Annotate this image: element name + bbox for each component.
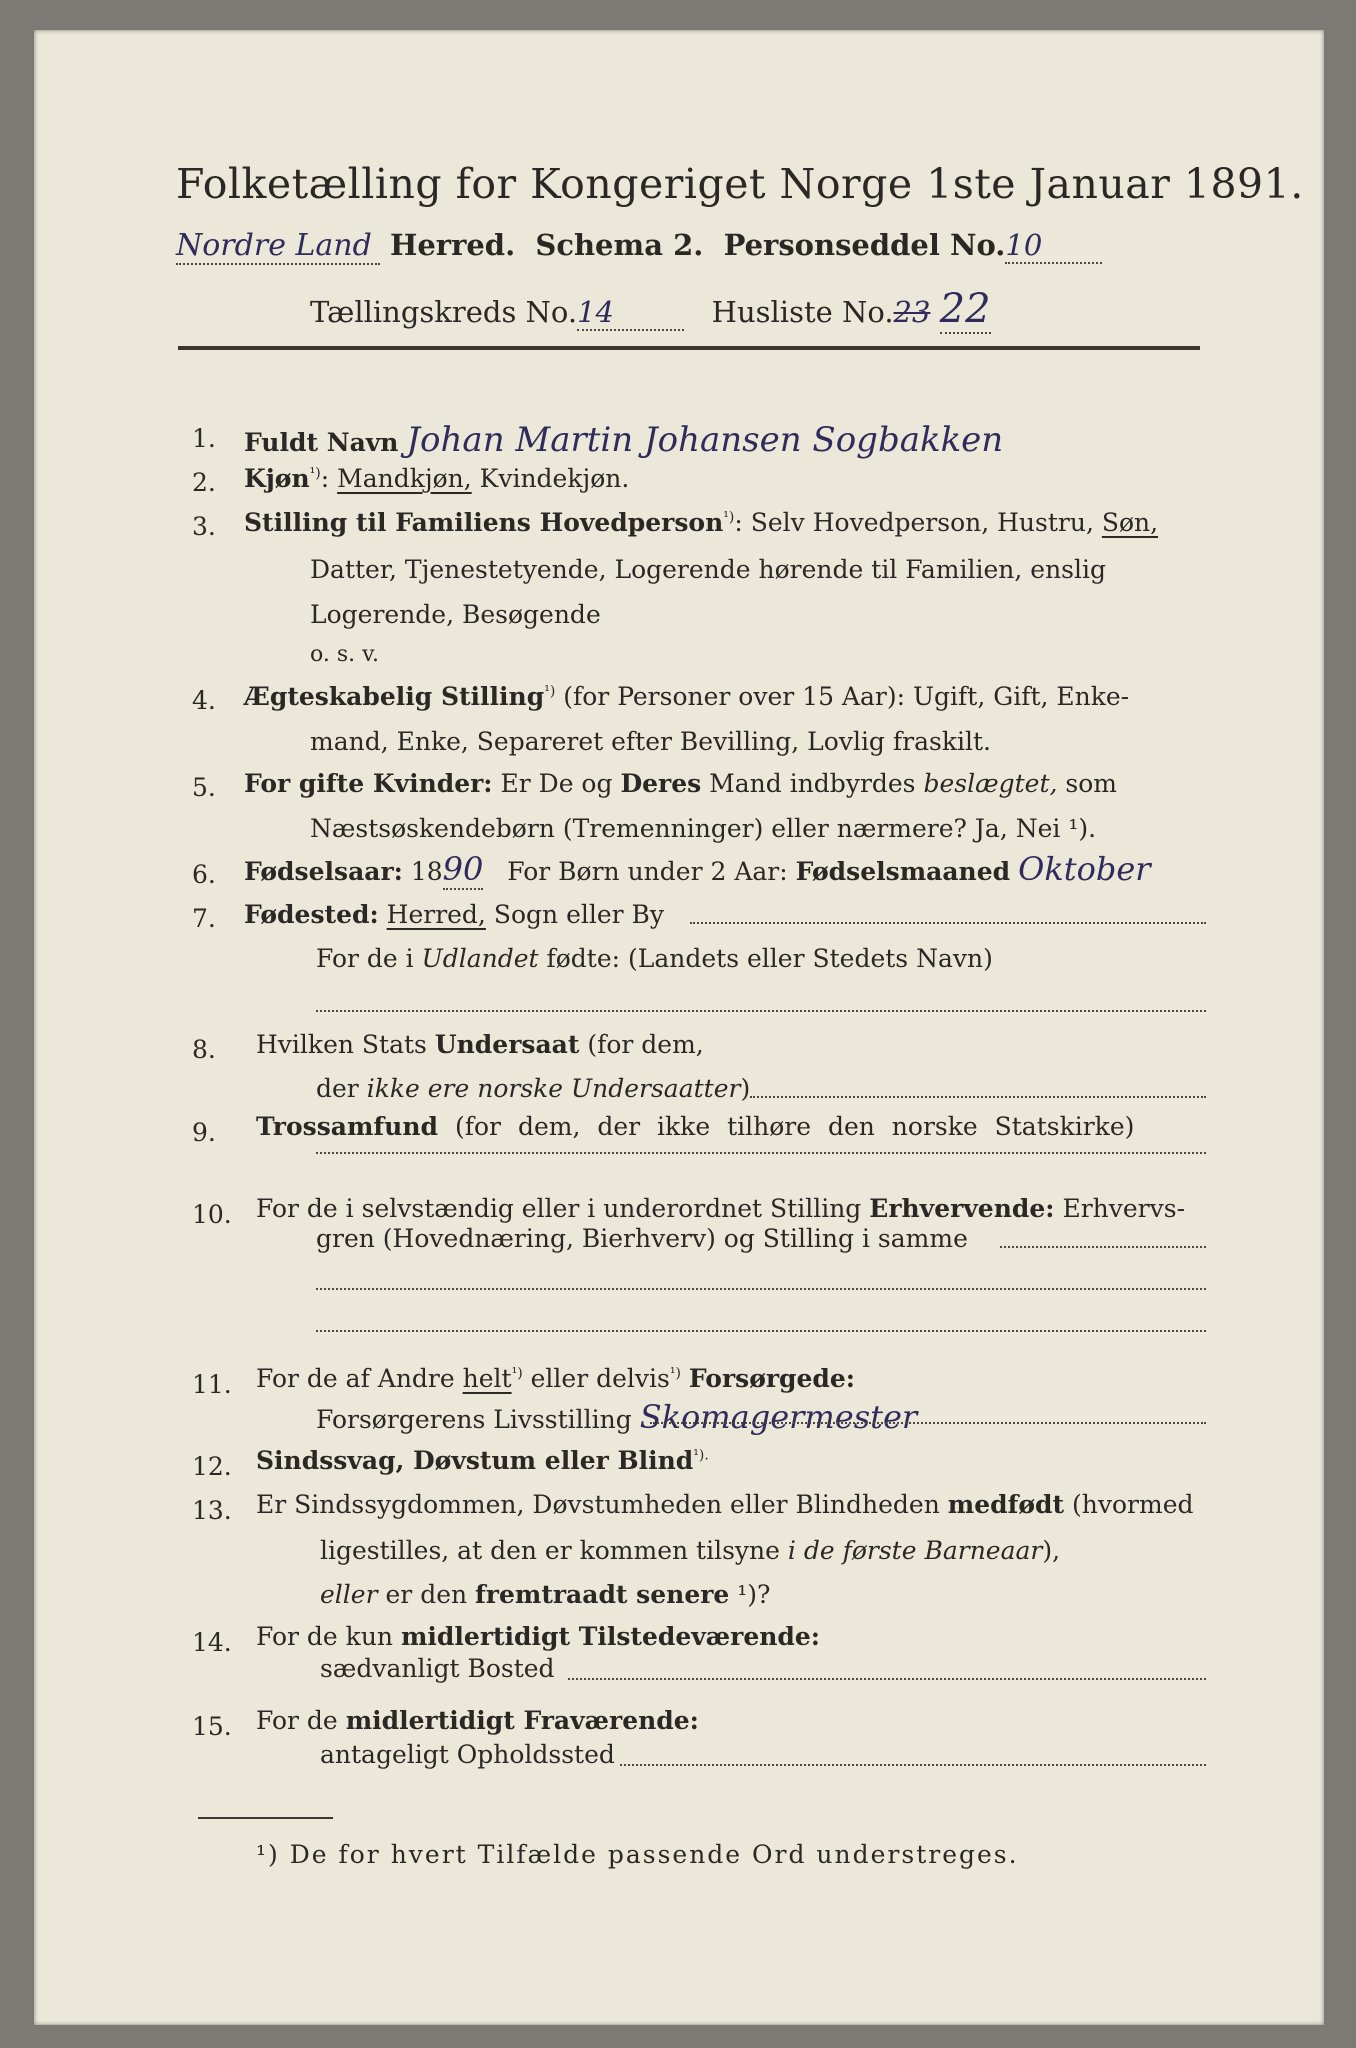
field-8-text-a: Hvilken Stats <box>256 1030 427 1059</box>
field-7-number: 7. <box>192 904 216 933</box>
field-15-fill-line <box>620 1764 1206 1766</box>
field-12-label: Sindssvag, Døvstum eller Blind <box>256 1446 694 1475</box>
field-13-text-2b: ), <box>1042 1536 1061 1565</box>
field-13-text-2a: ligestilles, at den er kommen tilsyne <box>320 1536 780 1565</box>
husliste-value: 22 <box>939 286 991 332</box>
field-3-line-1 <box>244 508 1158 537</box>
field-7-label: Fødested: <box>244 900 379 929</box>
field-4-line-1 <box>244 682 1129 711</box>
field-9-number: 9. <box>192 1118 216 1147</box>
field-15-text-a: For de <box>256 1706 338 1735</box>
field-7-udlandet: Udlandet <box>421 944 539 973</box>
header-rule <box>178 346 1200 350</box>
field-8-fill-line <box>750 1096 1206 1098</box>
field-5-text-c: som <box>1065 769 1117 798</box>
field-11-line-1 <box>256 1364 855 1393</box>
footnote-rule <box>198 1817 333 1819</box>
field-2-option-male: Mandkjøn, <box>337 464 472 493</box>
field-7-line-1 <box>244 900 664 929</box>
field-13-line-3 <box>320 1580 770 1609</box>
field-10-line-1 <box>256 1194 1185 1223</box>
field-9-text: (for dem, der ikke tilhøre den norske Statskirke) <box>454 1112 1135 1141</box>
field-5-line-1 <box>244 769 1117 798</box>
field-15-number: 15. <box>192 1712 232 1741</box>
field-13-eller: eller <box>320 1580 378 1609</box>
field-12-line <box>256 1446 709 1475</box>
field-10-fill-line <box>1000 1246 1206 1248</box>
field-2-option-female: Kvindekjøn. <box>479 464 630 493</box>
field-4-sup: ¹) <box>544 683 556 700</box>
field-10-line-2: gren (Hovednæring, Bierhverv) og Stilling i samme <box>316 1224 968 1253</box>
field-3-number: 3. <box>192 512 216 541</box>
field-13-line-2 <box>320 1536 1060 1565</box>
field-7-text-2: fødte: (Landets eller Stedets Navn) <box>546 944 993 973</box>
field-12-number: 12. <box>192 1452 232 1481</box>
field-7-answer-line <box>316 1010 1206 1012</box>
field-3-line-2: Datter, Tjenestetyende, Logerende hørende til Familien, enslig <box>310 555 1107 584</box>
field-1-number: 1. <box>192 424 216 453</box>
field-15-line-1 <box>256 1706 699 1735</box>
field-15-bold: midlertidigt Fraværende: <box>345 1706 699 1735</box>
field-13-number: 13. <box>192 1496 232 1525</box>
personseddel-value: 10 <box>1005 228 1102 264</box>
field-6-year-prefix: 18 <box>410 857 443 886</box>
field-4-number: 4. <box>192 686 216 715</box>
field-11-value: Skomagermester <box>639 1398 918 1436</box>
field-11-livsstilling: Forsørgerens Livsstilling <box>316 1405 632 1434</box>
kreds-label: Tællingskreds No. <box>310 295 578 329</box>
field-10-answer-line-2 <box>316 1330 1206 1332</box>
field-10-erhvervende: Erhvervende: <box>869 1194 1055 1223</box>
field-13-text-b: (hvormed <box>1072 1490 1194 1519</box>
field-7-herred: Herred, <box>386 900 486 929</box>
field-8-ikke-norske: ikke ere norske Undersaatter <box>366 1074 741 1103</box>
field-7-text: Sogn eller By <box>493 900 665 929</box>
field-8-undersaat: Undersaat <box>434 1030 580 1059</box>
field-8-line-1 <box>256 1030 704 1059</box>
field-5-beslaegtet: beslægtet, <box>923 769 1058 798</box>
field-13-line-1 <box>256 1490 1194 1519</box>
field-8-text-b: (for dem, <box>587 1030 704 1059</box>
field-8-number: 8. <box>192 1035 216 1064</box>
field-3-line-3: Logerende, Besøgende <box>310 600 601 629</box>
field-14-bold: midlertidigt Tilstedeværende: <box>400 1622 821 1651</box>
field-14-line-2: sædvanligt Bosted <box>320 1654 555 1683</box>
field-9-label: Trossamfund <box>256 1112 439 1141</box>
field-15-line-2: antageligt Opholdssted <box>320 1740 615 1769</box>
field-11-text-b: eller delvis <box>530 1364 670 1393</box>
field-1-label: Fuldt Navn <box>244 428 399 457</box>
field-6-month-label: Fødselsmaaned <box>795 857 1011 886</box>
field-3-son: Søn, <box>1101 508 1159 537</box>
field-7-fill-line <box>690 922 1206 924</box>
field-4-label: Ægteskabelig Stilling <box>244 682 545 711</box>
field-9-line <box>256 1112 1134 1141</box>
field-11-text-a: For de af Andre <box>256 1364 455 1393</box>
field-14-fill-line <box>568 1678 1206 1680</box>
field-1-line <box>244 420 1003 460</box>
field-13-barneaar: i de første Barneaar <box>787 1536 1043 1565</box>
field-6-line <box>244 850 1151 888</box>
field-5-number: 5. <box>192 773 216 802</box>
form-title: Folketælling for Kongeriget Norge 1ste Januar 1891. <box>176 160 1304 208</box>
field-6-label: Fødselsaar: <box>244 857 403 886</box>
field-6-text: For Børn under 2 Aar: <box>507 857 788 886</box>
schema-label: Schema 2. <box>535 228 704 262</box>
kreds-value: 14 <box>577 295 684 331</box>
field-8-paren: ) <box>740 1074 751 1103</box>
field-11-line-2 <box>316 1398 917 1436</box>
field-11-fill-line <box>650 1422 1206 1424</box>
field-6-year-value: 90 <box>442 850 484 888</box>
field-10-text-b: Erhvervs- <box>1062 1194 1186 1223</box>
herred-value: Nordre Land <box>176 228 380 265</box>
field-10-number: 10. <box>192 1200 232 1229</box>
field-2-number: 2. <box>192 468 216 497</box>
field-13-senere: fremtraadt senere <box>475 1580 730 1609</box>
field-2-colon: : <box>320 464 330 493</box>
footnote: ¹) De for hvert Tilfælde passende Ord understreges. <box>256 1840 1019 1869</box>
field-13-medfodt: medfødt <box>947 1490 1065 1519</box>
field-2-line <box>244 464 629 493</box>
herred-label: Herred. <box>389 228 516 262</box>
field-14-number: 14. <box>192 1628 232 1657</box>
field-2-sup: ¹) <box>309 465 321 482</box>
field-7-line-2 <box>316 944 993 973</box>
field-6-month-value: Oktober <box>1018 850 1151 888</box>
field-13-text-3a: er den <box>385 1580 468 1609</box>
field-7-for-de-i: For de i <box>316 944 414 973</box>
field-4-text: (for Personer over 15 Aar): Ugift, Gift, Enke- <box>563 682 1130 711</box>
field-8-line-2 <box>316 1074 750 1103</box>
field-3-line-4: o. s. v. <box>310 642 379 667</box>
personseddel-label: Personseddel No. <box>723 228 1006 262</box>
field-3-label: Stilling til Familiens Hovedperson <box>244 508 724 537</box>
field-10-answer-line-1 <box>316 1288 1206 1290</box>
field-12-sup: ¹). <box>693 1447 709 1464</box>
field-13-text-a: Er Sindssygdommen, Døvstumheden eller Blindheden <box>256 1490 940 1519</box>
field-9-answer-line <box>316 1152 1206 1154</box>
field-11-sup-2: ¹) <box>669 1365 681 1382</box>
field-8-der: der <box>316 1074 359 1103</box>
field-5-label: For gifte Kvinder: <box>244 769 493 798</box>
field-5-text-b: Mand indbyrdes <box>709 769 916 798</box>
field-1-value: Johan Martin Johansen Sogbakken <box>406 420 1004 460</box>
husliste-struck: 23 <box>893 295 931 329</box>
field-5-deres: Deres <box>620 769 702 798</box>
field-14-text-a: For de kun <box>256 1622 394 1651</box>
herred-line <box>176 228 1102 263</box>
kreds-line <box>310 286 991 332</box>
field-10-text-a: For de i selvstændig eller i underordnet Stilling <box>256 1194 862 1223</box>
husliste-label: Husliste No. <box>711 295 894 329</box>
field-6-number: 6. <box>192 860 216 889</box>
field-13-text-3b: ¹)? <box>737 1580 771 1609</box>
field-5-text-a: Er De og <box>500 769 613 798</box>
field-3-text: : Selv Hovedperson, Hustru, <box>734 508 1094 537</box>
field-3-sup: ¹) <box>723 509 735 526</box>
field-11-sup-1: ¹) <box>511 1365 523 1382</box>
field-11-number: 11. <box>192 1370 232 1399</box>
field-5-line-2: Næstsøskendebørn (Tremenninger) eller nærmere? Ja, Nei ¹). <box>310 814 1097 843</box>
field-2-label: Kjøn <box>244 464 310 493</box>
field-11-forsorgede: Forsørgede: <box>688 1364 856 1393</box>
field-14-line-1 <box>256 1622 820 1651</box>
field-11-helt: helt <box>462 1364 512 1393</box>
field-4-line-2: mand, Enke, Separeret efter Bevilling, Lovlig fraskilt. <box>310 727 991 756</box>
